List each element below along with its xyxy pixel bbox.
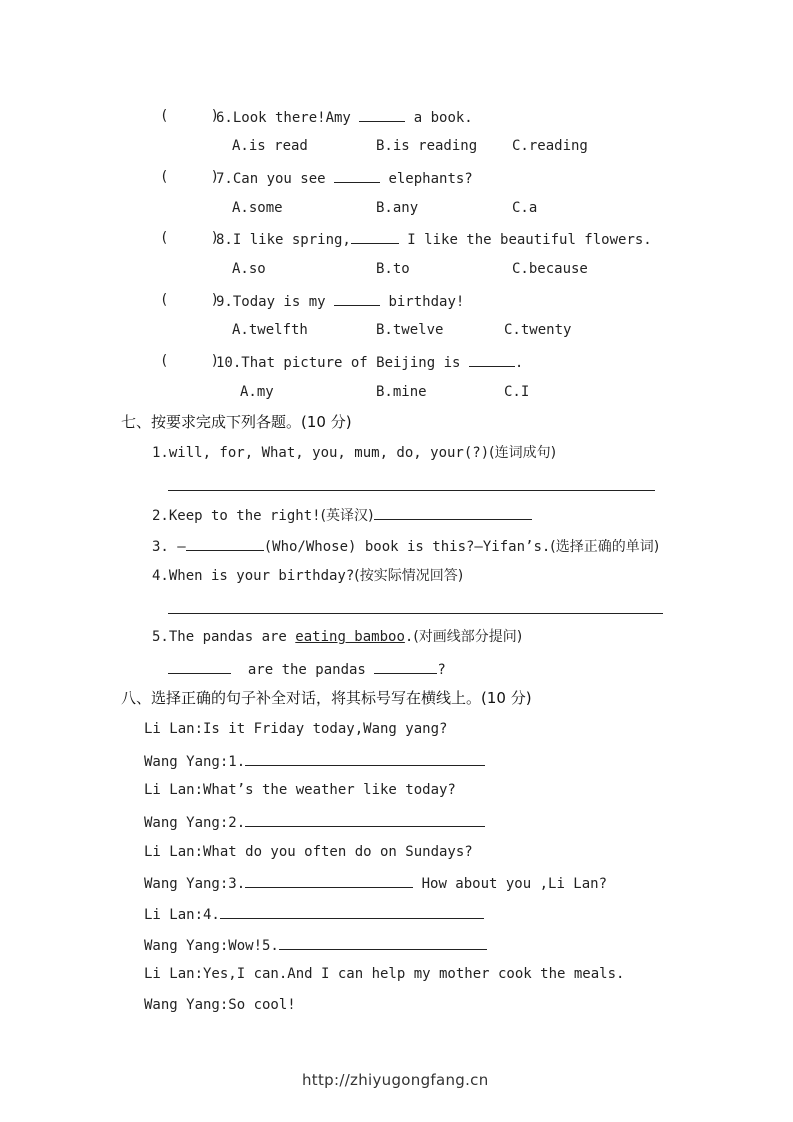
answer-blank[interactable]: [245, 751, 485, 766]
s7-question-4: 4.When is your birthday?(按实际情况回答): [152, 568, 464, 584]
dialogue-line: Li Lan:Yes,I can.And I can help my mother cook the meals.: [144, 966, 625, 982]
dialogue-line: Wang Yang:Wow!5.: [144, 935, 487, 955]
dialogue-line: Li Lan:Is it Friday today,Wang yang?: [144, 721, 448, 737]
mc-paren-6: ( ): [160, 108, 220, 124]
mc-option-7b: B.any: [376, 200, 419, 216]
answer-blank[interactable]: [279, 935, 487, 950]
mc-paren-8: ( ): [160, 230, 220, 246]
mc-option-9b: B.twelve: [376, 322, 444, 338]
answer-blank[interactable]: [469, 352, 515, 367]
mc-question-7: 7.Can you see elephants?: [216, 168, 473, 188]
answer-blank[interactable]: [334, 168, 380, 183]
answer-blank[interactable]: [245, 873, 413, 888]
dialogue-line: Wang Yang:1.: [144, 751, 485, 771]
dialogue-line: Wang Yang:2.: [144, 812, 485, 832]
mc-paren-9: ( ): [160, 292, 220, 308]
mc-option-8c: C.because: [512, 261, 588, 277]
answer-blank[interactable]: [374, 659, 437, 674]
answer-blank[interactable]: [186, 536, 264, 551]
answer-blank[interactable]: [351, 229, 399, 244]
answer-blank[interactable]: [334, 291, 380, 306]
mc-option-6b: B.is reading: [376, 138, 478, 154]
answer-blank[interactable]: [245, 812, 485, 827]
mc-option-7c: C.a: [512, 200, 538, 216]
s7-question-5: 5.The pandas are eating bamboo.(对画线部分提问): [152, 629, 523, 645]
mc-question-6: 6.Look there!Amy a book.: [216, 107, 473, 127]
mc-option-8a: A.so: [232, 261, 266, 277]
mc-option-7a: A.some: [232, 200, 283, 216]
dialogue-line: Li Lan:What’s the weather like today?: [144, 782, 456, 798]
answer-blank[interactable]: [374, 505, 532, 520]
answer-blank[interactable]: [220, 904, 484, 919]
s7-question-1: 1.will, for, What, you, mum, do, your(?)(连词成句): [152, 445, 557, 461]
mc-option-8b: B.to: [376, 261, 410, 277]
mc-option-10c: C.I: [504, 384, 530, 400]
mc-paren-10: ( ): [160, 353, 220, 369]
mc-option-9c: C.twenty: [504, 322, 572, 338]
underlined-phrase: eating bamboo: [295, 629, 405, 645]
answer-blank[interactable]: [359, 107, 405, 122]
mc-option-10a: A.my: [240, 384, 274, 400]
s7-question-2: 2.Keep to the right!(英译汉): [152, 505, 532, 525]
answer-line-1[interactable]: [168, 490, 655, 491]
mc-question-10: 10.That picture of Beijing is .: [216, 352, 523, 372]
mc-paren-7: ( ): [160, 169, 220, 185]
dialogue-line: Wang Yang:So cool!: [144, 997, 296, 1013]
answer-blank[interactable]: [168, 659, 231, 674]
answer-line-4[interactable]: [168, 613, 663, 614]
section-heading-7: 七、按要求完成下列各题。(10 分): [121, 413, 352, 431]
dialogue-line: Li Lan:4.: [144, 904, 484, 924]
mc-option-6a: A.is read: [232, 138, 308, 154]
mc-option-6c: C.reading: [512, 138, 588, 154]
s7-answer-5: are the pandas ?: [168, 659, 446, 679]
section-heading-8: 八、选择正确的句子补全对话，将其标号写在横线上。(10 分): [121, 689, 532, 707]
mc-option-9a: A.twelfth: [232, 322, 308, 338]
mc-option-10b: B.mine: [376, 384, 427, 400]
mc-question-8: 8.I like spring, I like the beautiful flowers.: [216, 229, 652, 249]
s7-question-3: 3. — (Who/Whose) book is this?—Yifan’s.(选择正确的单词): [152, 536, 659, 556]
footer-url: http://zhiyugongfang.cn: [302, 1071, 489, 1089]
mc-question-9: 9.Today is my birthday!: [216, 291, 464, 311]
dialogue-line: Li Lan:What do you often do on Sundays?: [144, 844, 473, 860]
dialogue-line: Wang Yang:3. How about you ,Li Lan?: [144, 873, 607, 893]
